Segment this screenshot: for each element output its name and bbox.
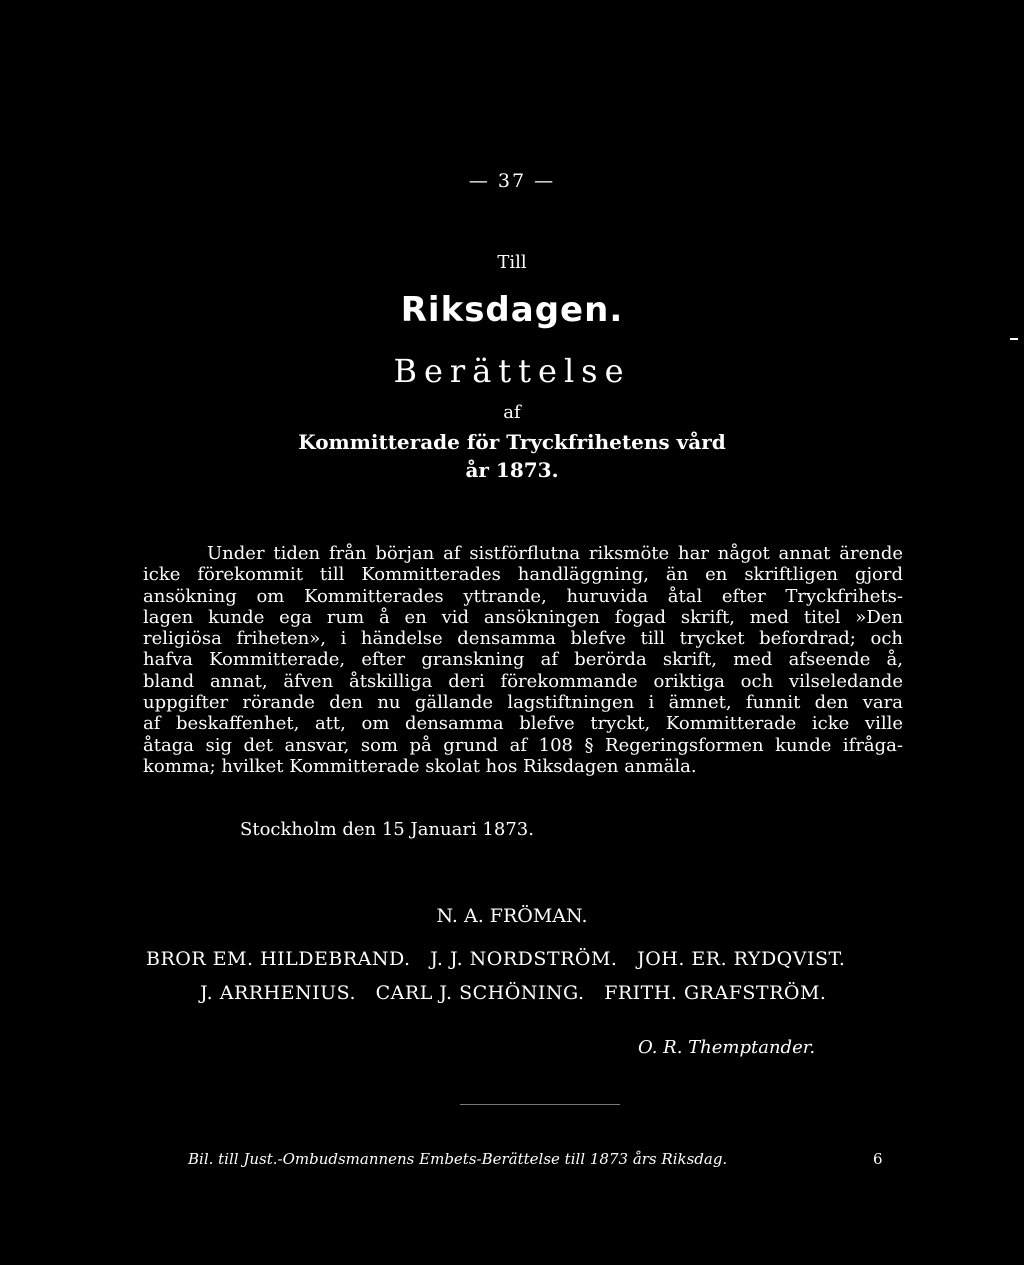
body-line: åtaga sig det ansvar, som på grund af 108 § Regeringsformen kunde ifråga- [143, 734, 903, 756]
footer-text: Bil. till Just.-Ombudsmannens Embets-Berättelse till 1873 års Riksdag. [188, 1150, 728, 1168]
body-paragraph [143, 543, 903, 777]
body-line: hafva Kommitterade, efter granskning af berörda skrift, med afseende å, [143, 649, 903, 671]
body-line: Under tiden från början af sistförflutna riksmöte har något annat ärende [207, 543, 903, 564]
body-line: komma; hvilket Kommitterade skolat hos Riksdagen anmäla. [143, 755, 697, 777]
body-line: icke förekommit till Kommitterades handläggning, än en skriftligen gjord [143, 564, 903, 586]
print-mark [1010, 338, 1018, 340]
signature-secretary: O. R. Themptander. [638, 1037, 816, 1058]
recipient-prefix: Till [497, 252, 527, 273]
body-line: uppgifter rörande den nu gällande lagstiftningen i ämnet, funnit den vara [143, 692, 903, 714]
signature-row: J. ARRHENIUS. CARL J. SCHÖNING. FRITH. GRAFSTRÖM. [200, 982, 827, 1004]
signature-chair: N. A. FRÖMAN. [436, 905, 588, 927]
body-line: lagen kunde ega rum å en vid ansökningen fogad skrift, med titel »Den [143, 606, 903, 628]
body-line: bland annat, äfven åtskilliga deri förekommande oriktiga och vilseledande [143, 670, 903, 692]
body-line: af beskaffenhet, att, om densamma blefve tryckt, Kommitterade icke ville [143, 713, 903, 735]
body-line: religiösa friheten», i händelse densamma blefve till trycket befordrad; och [143, 628, 903, 650]
document-title: Berättelse [393, 352, 631, 390]
recipient-heading: Riksdagen. [400, 290, 624, 330]
report-year: år 1873. [465, 458, 559, 482]
date-line: Stockholm den 15 Januari 1873. [240, 819, 534, 840]
title-connector: af [503, 402, 521, 423]
footer-sheet-number: 6 [873, 1150, 883, 1168]
signature-row: BROR EM. HILDEBRAND. J. J. NORDSTRÖM. JOH. ER. RYDQVIST. [146, 948, 846, 970]
page-number: — 37 — [468, 170, 556, 192]
committee-name: Kommitterade för Tryckfrihetens vård [298, 430, 726, 454]
body-line: ansökning om Kommitterades yttrande, huruvida åtal efter Tryckfrihets- [143, 585, 903, 607]
divider-rule [460, 1104, 620, 1105]
